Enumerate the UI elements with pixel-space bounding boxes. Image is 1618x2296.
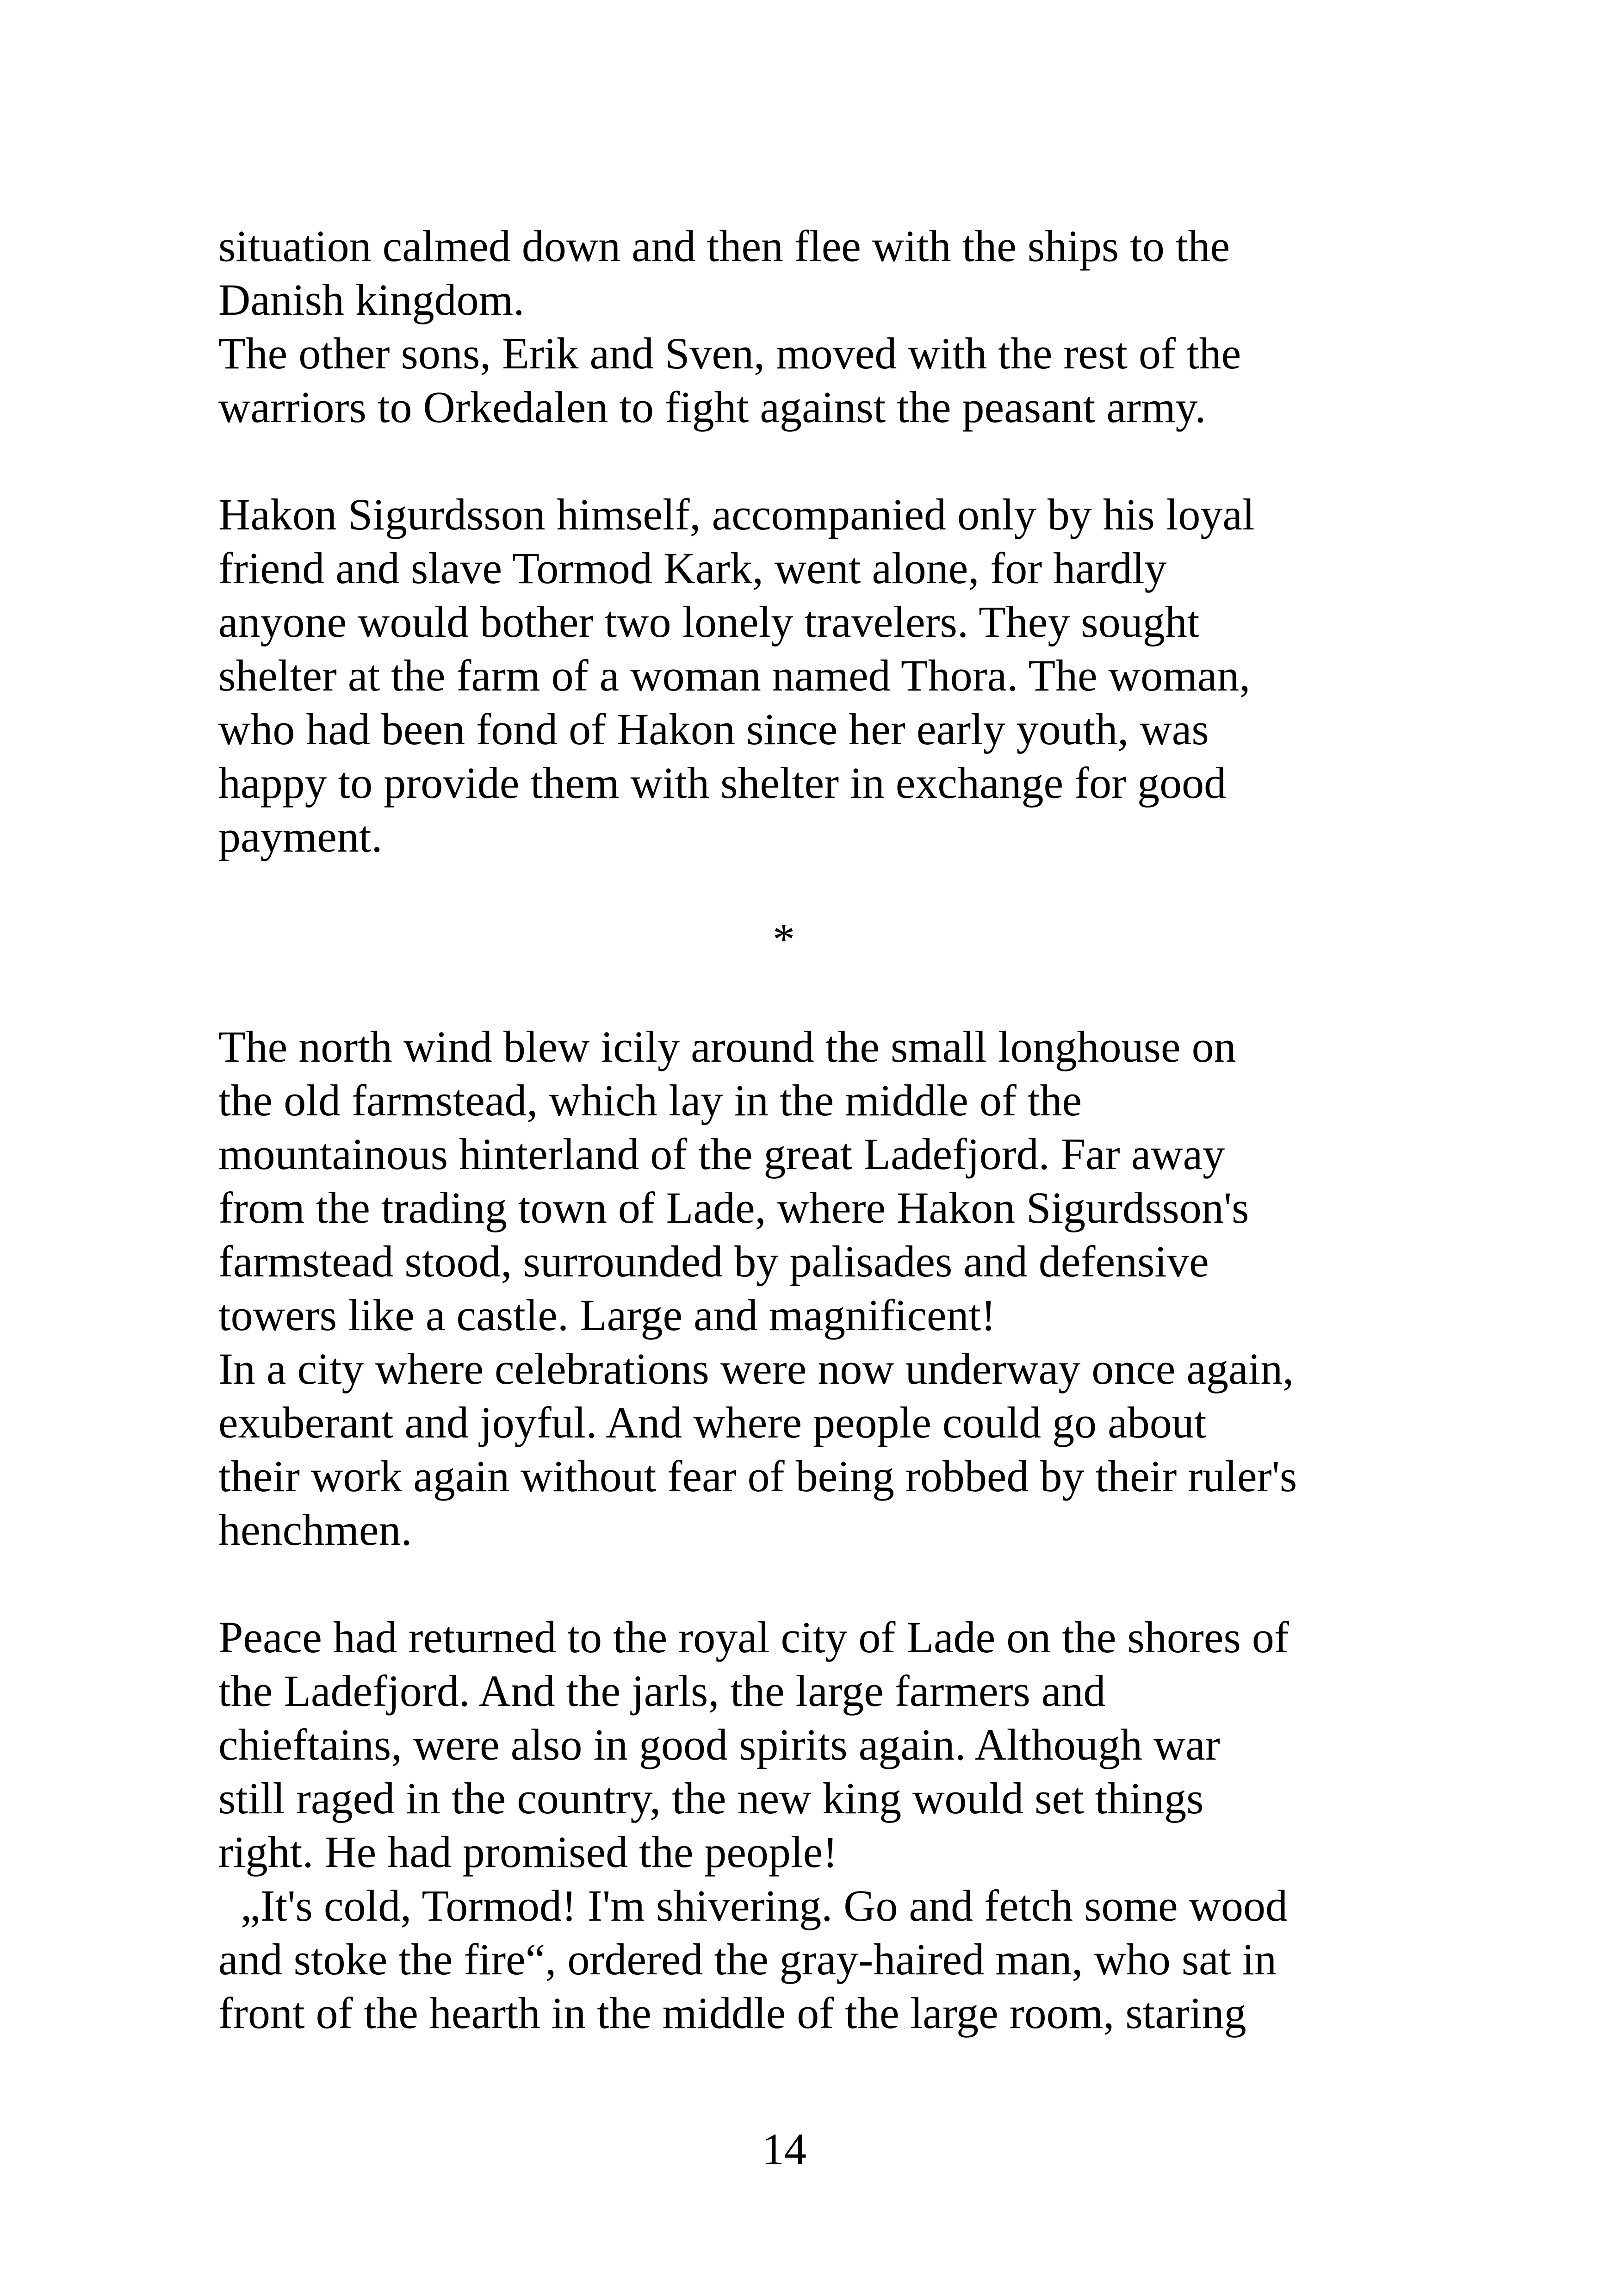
text-block-bottom: [218, 1020, 1403, 2040]
text-line: friend and slave Tormod Kark, went alone, for hardly: [218, 543, 1167, 593]
text-line: Hakon Sigurdsson himself, accompanied only by his loyal: [218, 490, 1255, 539]
text-line: happy to provide them with shelter in exchange for good: [218, 758, 1227, 808]
text-line: Peace had returned to the royal city of Lade on the shores of: [218, 1612, 1289, 1662]
text-line: situation calmed down and then flee with the ships to the: [218, 221, 1230, 271]
text-line: exuberant and joyful. And where people could go about: [218, 1398, 1207, 1447]
text-line: and stoke the fire“, ordered the gray-haired man, who sat in: [218, 1935, 1277, 1984]
text-line: chieftains, were also in good spirits again. Although war: [218, 1720, 1220, 1769]
text-line: The north wind blew icily around the small longhouse on: [218, 1022, 1236, 1071]
text-line: warriors to Orkedalen to fight against the peasant army.: [218, 382, 1206, 432]
text-line: anyone would bother two lonely travelers. They sought: [218, 597, 1200, 647]
text-line: „It's cold, Tormod! I'm shivering. Go and fetch some wood: [218, 1881, 1288, 1930]
text-block-top: [218, 219, 1403, 864]
paragraph-gap: [218, 1557, 1403, 1611]
text-line: the old farmstead, which lay in the middle of the: [218, 1076, 1082, 1125]
text-line: who had been fond of Hakon since her early youth, was: [218, 704, 1209, 754]
text-line: shelter at the farm of a woman named Thora. The woman,: [218, 651, 1251, 700]
text-line: the Ladefjord. And the jarls, the large farmers and: [218, 1666, 1106, 1716]
scene-separator: *: [773, 915, 795, 964]
text-line: henchmen.: [218, 1505, 412, 1555]
text-line: The other sons, Erik and Sven, moved with the rest of the: [218, 329, 1241, 378]
text-line: from the trading town of Lade, where Hakon Sigurdsson's: [218, 1183, 1249, 1232]
text-line: Danish kingdom.: [218, 275, 525, 324]
text-line: In a city where celebrations were now underway once again,: [218, 1344, 1294, 1394]
page-number: 14: [762, 2124, 806, 2174]
text-line: mountainous hinterland of the great Ladefjord. Far away: [218, 1129, 1225, 1179]
text-line: right. He had promised the people!: [218, 1827, 838, 1877]
text-line: towers like a castle. Large and magnificent!: [218, 1290, 996, 1340]
text-line: payment.: [218, 812, 383, 861]
text-line: farmstead stood, surrounded by palisades and defensive: [218, 1237, 1209, 1286]
paragraph-gap: [218, 434, 1403, 488]
text-line: their work again without fear of being robbed by their ruler's: [218, 1451, 1297, 1501]
text-line: still raged in the country, the new king would set things: [218, 1773, 1204, 1823]
text-line: front of the hearth in the middle of the large room, staring: [218, 1988, 1246, 2038]
